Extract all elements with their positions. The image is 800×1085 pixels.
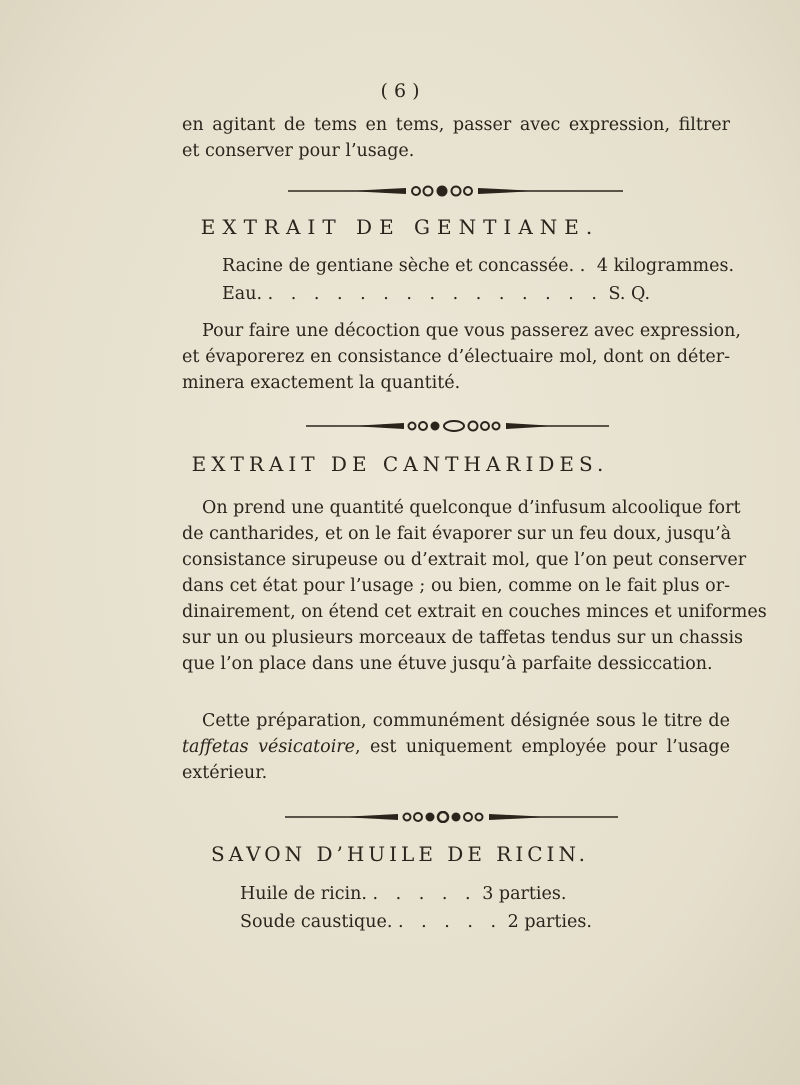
ingredient-name: Eau. [222, 284, 263, 304]
gentiane-paragraph [182, 318, 741, 396]
cantharides-line-rest: , est uniquement employée pour l’usage [355, 737, 730, 757]
ingredient-row [240, 912, 592, 932]
cantharides-line [182, 734, 730, 760]
gentiane-line-1: Pour faire une décoction que vous passerez avec expression, [202, 321, 741, 341]
cantharides-line: dinairement, on étend cet extrait en couches minces et uniformes [182, 602, 767, 622]
ingredient-quantity: S. Q. [608, 284, 651, 304]
cantharides-line: consistance sirupeuse ou d’extrait mol, que l’on peut conserver [182, 550, 747, 570]
cantharides-line: sur un ou plusieurs morceaux de taffetas tendus sur un chassis [182, 628, 744, 648]
ingredient-quantity: 2 parties. [507, 912, 592, 932]
cantharides-paragraph-1 [182, 495, 767, 677]
cantharides-line: Cette préparation, communément désignée sous le titre de [202, 711, 730, 731]
intro-line-1: en agitant de tems en tems, passer avec expression, filtrer [182, 115, 730, 135]
cantharides-line: On prend une quantité quelconque d’infusum alcoolique fort [202, 498, 741, 518]
intro-paragraph [182, 112, 730, 164]
ingredient-dots: . . . . . . . . . . . . . . . [267, 284, 603, 304]
ornamental-divider [288, 185, 628, 197]
italic-term: taffetas vésicatoire [182, 737, 356, 757]
ingredient-name: Huile de ricin. [240, 884, 367, 904]
intro-line-2: et conserver pour l’usage. [182, 141, 415, 161]
ingredient-row [222, 284, 650, 304]
gentiane-line-2: et évaporerez en consistance d’électuaire mol, dont on déter- [182, 347, 730, 367]
ingredient-quantity: 4 kilogrammes. [596, 256, 735, 276]
cantharides-line: dans cet état pour l’usage ; ou bien, comme on le fait plus or- [182, 576, 730, 596]
cantharides-line: extérieur. [182, 763, 268, 783]
ingredient-name: Soude caustique. [240, 912, 393, 932]
cantharides-line: que l’on place dans une étuve jusqu’à parfaite dessiccation. [182, 654, 713, 674]
ingredient-quantity: 3 parties. [482, 884, 567, 904]
cantharides-line: de cantharides, et on le fait évaporer sur un feu doux, jusqu’à [182, 524, 732, 544]
section-title-cantharides: EXTRAIT DE CANTHARIDES. [191, 452, 609, 476]
page-number: ( 6 ) [380, 80, 420, 102]
gentiane-line-3: minera exactement la quantité. [182, 373, 461, 393]
ingredient-row [240, 884, 566, 904]
ingredient-dots: . . . . . [372, 884, 477, 904]
ingredient-row [222, 256, 734, 276]
cantharides-paragraph-2 [182, 708, 730, 786]
ingredient-dots: . [579, 256, 592, 276]
section-title-gentiane: EXTRAIT DE GENTIANE. [200, 215, 600, 239]
ornamental-divider [285, 811, 620, 823]
section-title-savon: SAVON D’HUILE DE RICIN. [210, 842, 590, 866]
ingredient-dots: . . . . . [398, 912, 503, 932]
ornamental-divider [306, 420, 611, 432]
ingredient-name: Racine de gentiane sèche et concassée. [222, 256, 575, 276]
